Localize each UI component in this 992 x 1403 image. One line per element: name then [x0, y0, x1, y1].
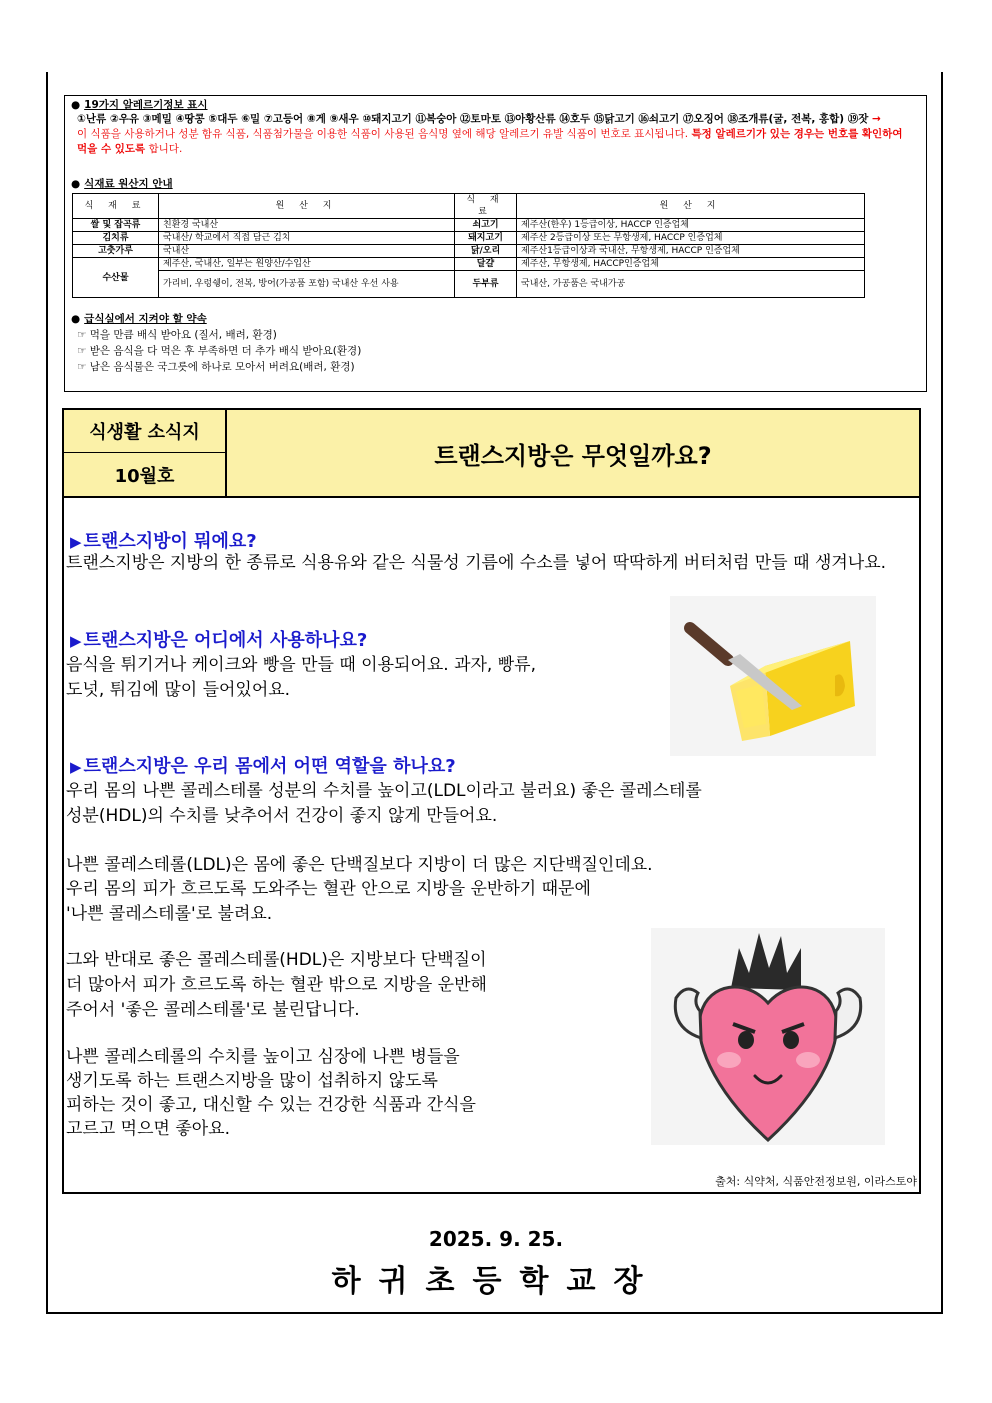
answer-line: 도넛, 튀김에 많이 들어있어요. [66, 680, 291, 700]
newsletter-label: 식생활 소식지 [64, 410, 225, 454]
origin-table [72, 193, 865, 298]
butter-illustration [670, 596, 876, 756]
table-cell: 쇠고기 [455, 219, 517, 232]
allergy-note [77, 127, 915, 157]
table-cell: 고춧가루 [73, 245, 159, 258]
answer-line: 성분(HDL)의 수치를 낮추어서 건강이 좋지 않게 만들어요. [66, 806, 498, 826]
promise-text: 남은 음식물은 국그릇에 하나로 모아서 버려요(배려, 환경) [89, 361, 355, 373]
table-cell: 수산물 [73, 258, 159, 298]
table-cell: 제주산 2등급이상 또는 무항생제, HACCP 인증업체 [517, 232, 865, 245]
question-heading [70, 752, 456, 778]
question-heading [70, 527, 257, 553]
allergy-items: ①난류 ②우유 ③메밀 ④땅콩 ⑤대두 ⑥밀 ⑦고등어 ⑧게 ⑨새우 ⑩돼지고기 ⑪복숭아 ⑫토마토 ⑬아황산류 ⑭호두 ⑮닭고기 ⑯쇠고기 ⑰오징어 ⑱조개류(굴, 전복, 홍합) ⑲잣 [77, 113, 869, 125]
list-item [77, 343, 361, 358]
answer-line: 주어서 '좋은 콜레스테롤'로 불린답니다. [66, 1000, 360, 1020]
bullet-icon: ● [71, 99, 81, 111]
table-cell: 두부류 [455, 271, 517, 298]
allergy-note-end: 합니다. [148, 143, 183, 155]
header-ingredient: 식 재 료 [455, 194, 517, 219]
header-origin: 원 산 지 [517, 194, 865, 219]
answer-line: '나쁜 콜레스테롤'로 불려요. [66, 904, 273, 924]
arrow-icon: → [872, 113, 881, 125]
answer-line: 나쁜 콜레스테롤(LDL)은 몸에 좋은 단백질보다 지방이 더 많은 지단백질인데요. [66, 855, 653, 875]
heart-character-illustration [651, 928, 885, 1145]
table-row [73, 271, 865, 298]
promise-title: 급식실에서 지켜야 할 약속 [84, 313, 207, 325]
promise-text: 먹을 만큼 배식 받아요 (질서, 배려, 환경) [89, 329, 277, 341]
promise-text: 받은 음식을 다 먹은 후 부족하면 더 추가 배식 받아요(환경) [89, 345, 362, 357]
pointing-hand-icon: ☞ [77, 361, 87, 373]
table-cell: 국내산 [159, 245, 455, 258]
table-cell: 제주산1등급이상과 국내산, 무항생제, HACCP 인증업체 [517, 245, 865, 258]
allergy-origin-box [64, 95, 927, 392]
allergy-section-title [71, 97, 208, 112]
newsletter-title: 트랜스지방은 무엇일까요? [227, 410, 919, 498]
promise-section-title [71, 311, 207, 326]
origin-section-title [71, 176, 173, 191]
bullet-icon: ● [71, 313, 81, 325]
triangle-icon: ▶ [70, 632, 82, 650]
allergy-note-text: 이 식품을 사용하거나 성분 함유 식품, 식품첨가물을 이용한 식품이 사용된 음식명 옆에 해당 알레르기 유발 식품이 번호로 표시됩니다. [77, 128, 689, 140]
answer-line: 생기도록 하는 트랜스지방을 많이 섭취하지 않도록 [66, 1071, 438, 1091]
allergy-list [77, 111, 917, 126]
table-cell: 제주산, 무항생제, HACCP인증업체 [517, 258, 865, 271]
table-cell: 국내산/ 학교에서 직접 담근 김치 [159, 232, 455, 245]
table-row [73, 245, 865, 258]
answer-line: 피하는 것이 좋고, 대신할 수 있는 건강한 식품과 간식을 [66, 1095, 476, 1115]
allergy-note-highlight: 특정 알레르기가 있는 경우는 번호를 확인하여 먹을 수 있도록 [77, 128, 903, 155]
answer-line: 음식을 튀기거나 케이크와 빵을 만들 때 이용되어요. 과자, 빵류, [66, 655, 536, 675]
pointing-hand-icon: ☞ [77, 345, 87, 357]
triangle-icon: ▶ [70, 533, 82, 551]
table-cell: 국내산, 가공품은 국내가공 [517, 271, 865, 298]
question-text: 트랜스지방이 뭐에요? [83, 531, 257, 552]
newsletter-box [62, 408, 921, 1194]
table-header-row [73, 194, 865, 219]
answer-line: 더 많아서 피가 흐르도록 하는 혈관 밖으로 지방을 운반해 [66, 975, 487, 995]
question-heading [70, 626, 367, 652]
table-row [73, 258, 865, 271]
table-cell: 달걀 [455, 258, 517, 271]
allergy-title: 19가지 알레르기정보 표시 [84, 99, 208, 111]
table-row [73, 232, 865, 245]
table-cell: 닭/오리 [455, 245, 517, 258]
list-item [77, 327, 277, 342]
pointing-hand-icon: ☞ [77, 329, 87, 341]
issue-date: 2025. 9. 25. [428, 1227, 564, 1251]
header-origin: 원 산 지 [159, 194, 455, 219]
table-cell: 김치류 [73, 232, 159, 245]
bullet-icon: ● [71, 178, 81, 190]
table-cell: 제주산, 국내산, 일부는 원양산/수입산 [159, 258, 455, 271]
origin-title: 식재료 원산지 안내 [84, 178, 173, 190]
triangle-icon: ▶ [70, 758, 82, 776]
answer-line: 나쁜 콜레스테롤의 수치를 높이고 심장에 나쁜 병들을 [66, 1047, 460, 1067]
answer-line: 우리 몸의 피가 흐르도록 도와주는 혈관 안으로 지방을 운반하기 때문에 [66, 879, 591, 899]
table-cell: 돼지고기 [455, 232, 517, 245]
answer-paragraph: 트랜스지방은 지방의 한 종류로 식용유와 같은 식물성 기름에 수소를 넣어 딱딱하게 버터처럼 만들 때 생겨나요. [66, 553, 887, 573]
newsletter-issue: 10월호 [64, 453, 225, 496]
question-text: 트랜스지방은 우리 몸에서 어떤 역할을 하나요? [83, 756, 456, 777]
school-principal: 하귀초등학교장 [331, 1264, 661, 1299]
source-credit: 출처: 식약처, 식품안전정보원, 이라스토야 [715, 1175, 917, 1188]
header-ingredient: 식 재 료 [73, 194, 159, 219]
list-item [77, 359, 355, 374]
question-text: 트랜스지방은 어디에서 사용하나요? [83, 630, 368, 651]
table-cell: 친환경 국내산 [159, 219, 455, 232]
table-cell: 가리비, 우렁쉥이, 전복, 방어(가공품 포함) 국내산 우선 사용 [159, 271, 455, 298]
answer-line: 고르고 먹으면 좋아요. [66, 1119, 231, 1139]
table-cell: 쌀 및 잡곡류 [73, 219, 159, 232]
answer-line: 그와 반대로 좋은 콜레스테롤(HDL)은 지방보다 단백질이 [66, 950, 487, 970]
answer-line: 우리 몸의 나쁜 콜레스테롤 성분의 수치를 높이고(LDL이라고 불러요) 좋은 콜레스테롤 [66, 781, 702, 801]
table-row [73, 219, 865, 232]
table-cell: 제주산(한우) 1등급이상, HACCP 인증업체 [517, 219, 865, 232]
